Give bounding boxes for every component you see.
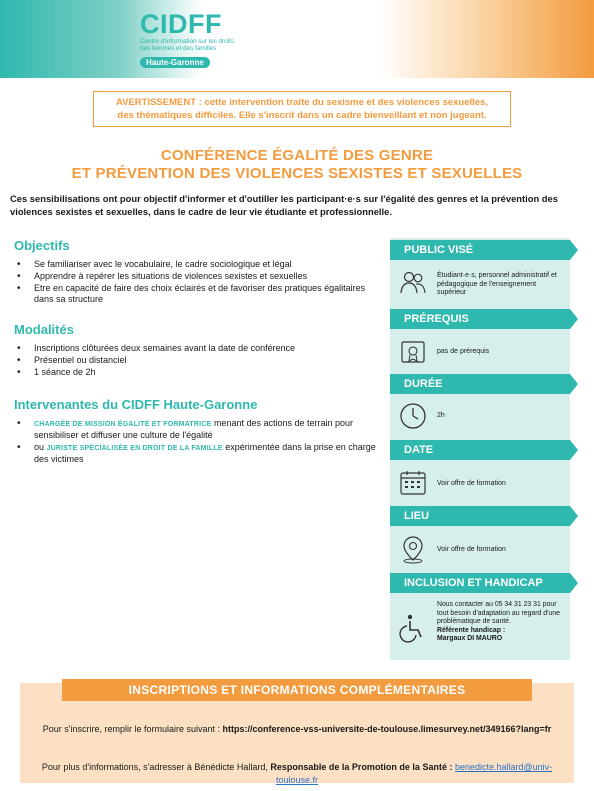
duree-text: 2h	[437, 412, 445, 419]
lieu-heading: LIEU	[390, 506, 570, 526]
referente-label: Référente handicap :	[437, 626, 506, 634]
intervenantes-heading: Intervenantes du CIDFF Haute-Garonne	[14, 397, 258, 412]
clock-icon	[398, 401, 428, 431]
prerequis-heading: PRÉREQUIS	[390, 309, 570, 329]
location-pin-icon	[398, 534, 428, 564]
role-juriste: JURISTE SPÉCIALISÉE EN DROIT DE LA FAMILLE	[46, 445, 223, 452]
main-column	[14, 238, 376, 466]
duree-heading: DURÉE	[390, 374, 570, 394]
header-banner	[0, 0, 594, 78]
contact-email-link[interactable]: benedicte.hallard@univ-toulouse.fr	[275, 762, 553, 785]
list-item: • Se familiariser avec le vocabulaire, le cadre sociologique et légal	[14, 259, 376, 270]
registration-heading: INSCRIPTIONS ET INFORMATIONS COMPLÉMENTAIRES	[62, 679, 532, 701]
intro-paragraph: Ces sensibilisations ont pour objectif d'informer et d'outiller les participant·e·s sur l'égalité des genres et la prévention des violences sexistes et sexuelles, dans le cadre de leur vie étudiante et professionnelle.	[10, 193, 558, 217]
list-item: • Présentiel ou distanciel	[14, 355, 376, 366]
logo-wordmark: CI DFF	[140, 9, 222, 39]
warning-line-1: AVERTISSEMENT : cette intervention traite du sexisme et des violences sexuelles,	[115, 97, 489, 108]
warning-box	[93, 91, 511, 127]
list-item: • 1 séance de 2h	[14, 367, 376, 378]
list-item: • CHARGÉE DE MISSION ÉGALITÉ ET FORMATRICE menant des actions de terrain pour sensibiliser et diffuser une culture de l'égalité	[14, 418, 376, 441]
public-heading: PUBLIC VISÉ	[390, 240, 570, 260]
title-line-1: CONFÉRENCE ÉGALITÉ DES GENRE	[160, 147, 434, 164]
modalites-list	[14, 343, 376, 378]
title-line-2: ET PRÉVENTION DES VIOLENCES SEXISTES ET SEXUELLES	[71, 165, 523, 182]
lieu-text: Voir offre de formation	[437, 546, 506, 553]
wheelchair-icon	[398, 613, 428, 643]
objectifs-heading: Objectifs	[14, 238, 70, 253]
contact-text: Pour plus d'informations, s'adresser à Bénédicte Hallard, Responsable de la Promotion de la Santé : benedicte.hallard@univ-toulouse.fr	[41, 762, 553, 785]
inclusion-text: Nous contacter au 05 34 31 23 31 pour tout besoin d'adaptation au regard d'une problématique de santé. Référente handicap : Margaux DI MAURO	[437, 601, 565, 644]
date-text: Voir offre de formation	[437, 480, 506, 487]
people-icon	[398, 268, 428, 298]
cidff-logo	[140, 10, 240, 70]
role-formatrice: CHARGÉE DE MISSION ÉGALITÉ ET FORMATRICE	[34, 421, 212, 428]
objectifs-list	[14, 259, 376, 305]
public-text: Étudiant·e·s, personnel administratif et pédagogique de l'enseignement supérieur	[437, 272, 557, 296]
page-title	[0, 147, 594, 183]
list-item: • Etre en capacité de faire des choix éclairés et de favoriser des pratiques égalitaires dans sa structure	[14, 283, 376, 305]
date-heading: DATE	[390, 440, 570, 460]
certificate-icon	[398, 337, 428, 367]
prerequis-text: pas de prérequis	[437, 348, 490, 355]
registration-text: Pour s'inscrire, remplir le formulaire suivant : https://conference-vss-universite-de-toulouse.limesurvey.net/349166?lang=fr	[42, 724, 552, 734]
inclusion-heading: INCLUSION ET HANDICAP	[390, 573, 570, 593]
warning-line-2: des thématiques difficiles. Elle s'inscrit dans un cadre bienveillant et non jugeant.	[117, 110, 487, 121]
registration-panel	[20, 683, 574, 783]
logo-subtitle: Centre d'information sur les droits des femmes et des familles	[140, 38, 234, 52]
registration-link[interactable]: https://conference-vss-universite-de-toulouse.limesurvey.net/349166?lang=fr	[222, 724, 552, 734]
list-item: • ou JURISTE SPÉCIALISÉE EN DROIT DE LA FAMILLE expérimentée dans la prise en charge des victimes	[14, 442, 376, 465]
calendar-icon	[398, 468, 428, 498]
list-item: • Inscriptions clôturées deux semaines avant la date de conférence	[14, 343, 376, 354]
referente-name: Margaux DI MAURO	[437, 635, 503, 642]
intervenantes-list	[14, 418, 376, 465]
list-item: • Apprendre à repérer les situations de violences sexistes et sexuelles	[14, 271, 376, 282]
modalites-heading: Modalités	[14, 322, 74, 337]
logo-region-badge: Haute-Garonne	[140, 57, 210, 68]
info-sidebar	[390, 238, 570, 660]
